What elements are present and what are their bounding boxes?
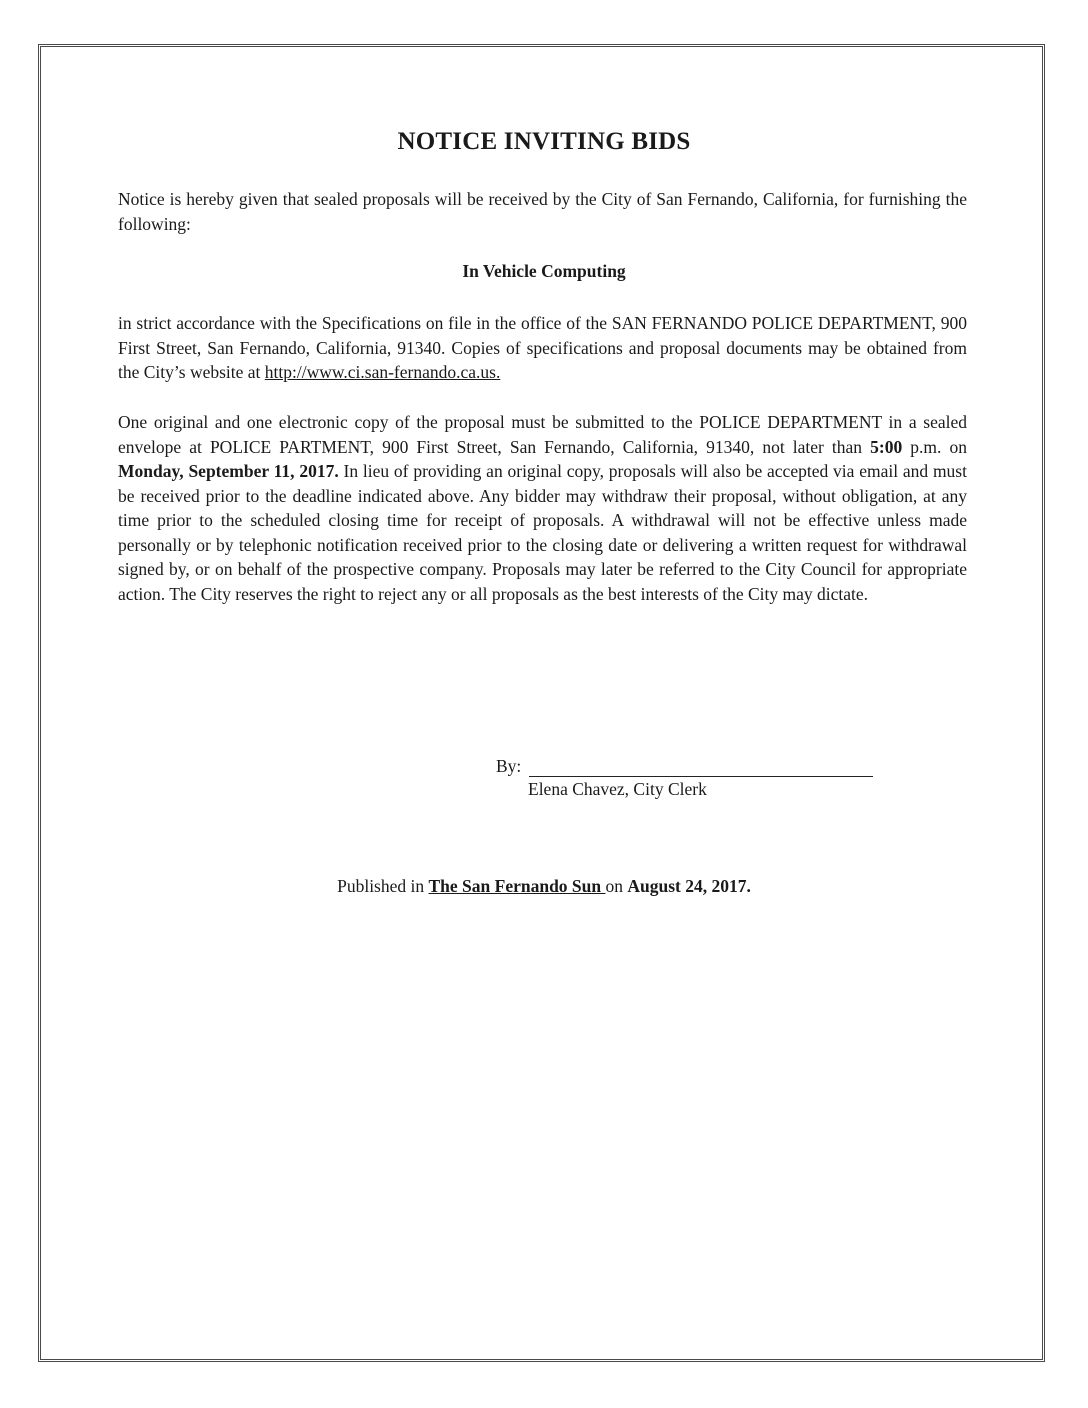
submission-text-1: One original and one electronic copy of the proposal must be submitted to the POLICE DEPARTMENT in a sealed envelope at POLICE PARTMENT, 900 First Street, San Fernando, California, 91340, not later than: [118, 412, 967, 457]
signature-line: [529, 756, 873, 777]
page-border: [38, 44, 1045, 1362]
specifications-text: in strict accordance with the Specifications on file in the office of the SAN FERNANDO POLICE DEPARTMENT, 900 First Street, San Fernando, California, 91340. Copies of specifications and proposal documents may be obtained from the City’s website at: [118, 313, 967, 382]
publication-middle: on: [605, 876, 628, 896]
specifications-paragraph: [118, 311, 967, 385]
page-title: NOTICE INVITING BIDS: [397, 128, 691, 155]
by-label: By:: [496, 756, 522, 776]
website-link[interactable]: http://www.ci.san-fernando.ca.us.: [264, 362, 501, 382]
deadline-time: 5:00: [870, 436, 903, 457]
publication-date: August 24, 2017.: [627, 876, 751, 896]
intro-paragraph: Notice is hereby given that sealed proposals will be received by the City of San Fernando, California, for furnishing the following:: [118, 189, 967, 234]
deadline-date: Monday, September 11, 2017.: [118, 461, 339, 481]
signature-row: [496, 756, 873, 777]
signer-name: Elena Chavez, City Clerk: [528, 779, 707, 799]
publication-line: [0, 876, 1088, 897]
submission-text-2: p.m. on: [902, 436, 967, 457]
item-title: In Vehicle Computing: [462, 261, 626, 281]
submission-paragraph: [118, 410, 967, 606]
publication-prefix: Published in: [337, 876, 429, 896]
submission-text-3: In lieu of providing an original copy, proposals will also be accepted via email and must be received prior to the deadline indicated above. Any bidder may withdraw their proposal, without obligation, at any time prior to the scheduled closing time for receipt of proposals. A withdrawal will not be effective unless made personally or by telephonic notification received prior to the closing date or delivering a written request for withdrawal signed by, or on behalf of the prospective company. Proposals may later be referred to the City Council for appropriate action. The City reserves the right to reject any or all proposals as the best interests of the City may dictate.: [118, 461, 967, 604]
signature-block: [496, 756, 873, 800]
newspaper-name: The San Fernando Sun: [428, 876, 606, 896]
